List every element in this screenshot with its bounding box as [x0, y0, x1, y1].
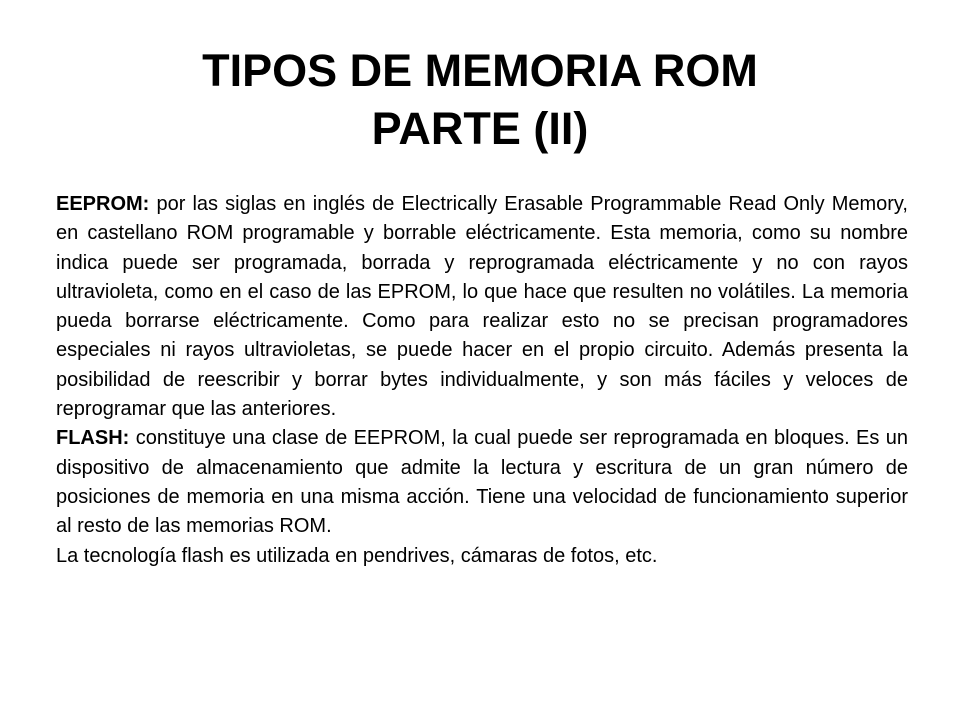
flash-paragraph	[56, 424, 908, 541]
slide-body	[56, 190, 908, 571]
title-line-1: TIPOS DE MEMORIA ROM	[202, 45, 758, 96]
eeprom-term: EEPROM:	[56, 193, 150, 215]
eeprom-description: por las siglas en inglés de Electrically Erasable Programmable Read Only Memory, en castellano ROM programable y borrable eléctricamente. Esta memoria, como su nombre indica puede ser programada, borrada y reprogramada eléctricamente y no con rayos ultravioleta, como en el caso de las EPROM, lo que hace que resulten no volátiles. La memoria pueda borrarse eléctricamente. Como para realizar esto no se precisan programadores especiales ni rayos ultravioletas, se puede hacer en el propio circuito. Además presenta la posibilidad de reescribir y borrar bytes individualmente, y son más fáciles y veloces de reprogramar que las anteriores.	[56, 193, 908, 421]
flash-term: FLASH:	[56, 427, 130, 450]
closing-text: La tecnología flash es utilizada en pendrives, cámaras de fotos, etc.	[56, 544, 658, 567]
eeprom-paragraph	[56, 190, 908, 424]
flash-description: constituye una clase de EEPROM, la cual puede ser reprogramada en bloques. Es un dispositivo de almacenamiento que admite la lectura y escritura de un gran número de posiciones de memoria en una misma acción. Tiene una velocidad de funcionamiento superior al resto de las memorias ROM.	[56, 427, 908, 538]
closing-paragraph	[56, 542, 908, 571]
slide-title	[0, 42, 960, 158]
title-line-2: PARTE (II)	[371, 103, 589, 154]
